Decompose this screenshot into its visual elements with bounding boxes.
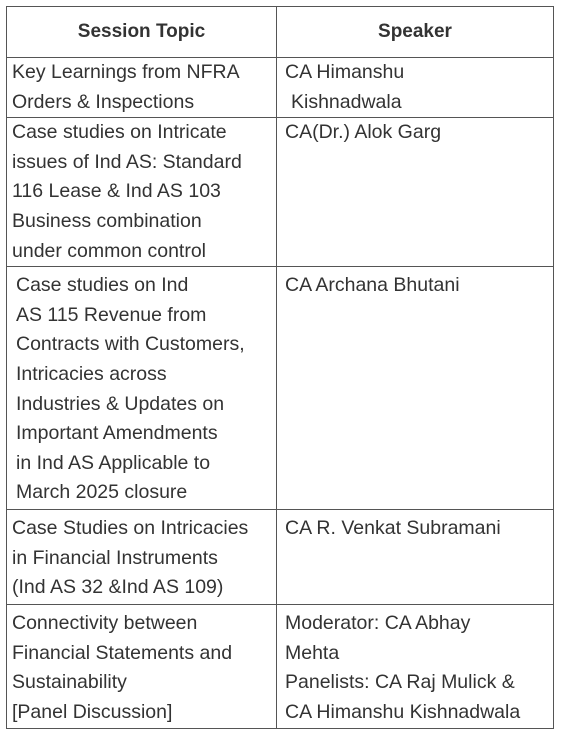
topic-line: Sustainability — [12, 671, 127, 694]
topic-line: Case studies on Intricate — [12, 121, 227, 144]
topic-line: Business combination — [12, 209, 202, 232]
topic-line: Key Learnings from NFRA — [12, 61, 240, 83]
speaker-line: Mehta — [285, 641, 340, 664]
header-speaker: Speaker — [277, 7, 554, 58]
speaker-cell — [277, 510, 554, 605]
topic-line: [Panel Discussion] — [12, 700, 173, 723]
topic-line: Case Studies on Intricacies — [12, 517, 249, 540]
speaker-line: CA(Dr.) Alok Garg — [285, 121, 442, 144]
speaker-line: Panelists: CA Raj Mulick & — [285, 671, 515, 694]
topic-cell — [7, 605, 277, 729]
topic-cell — [7, 58, 277, 118]
topic-line: in Ind AS Applicable to — [16, 451, 211, 474]
topic-line: Orders & Inspections — [12, 90, 195, 113]
topic-cell — [7, 118, 277, 267]
topic-line: Important Amendments — [16, 422, 218, 445]
topic-line: issues of Ind AS: Standard — [12, 150, 242, 173]
topic-line: Financial Statements and — [12, 641, 233, 664]
speaker-cell — [277, 605, 554, 729]
topic-line: (Ind AS 32 &Ind AS 109) — [12, 576, 224, 599]
topic-line: 116 Lease & Ind AS 103 — [12, 180, 221, 203]
speaker-line: Moderator: CA Abhay — [285, 612, 471, 635]
topic-line: Industries & Updates on — [16, 392, 225, 415]
topic-line: Connectivity between — [12, 612, 198, 635]
topic-cell — [7, 267, 277, 510]
topic-line: Case studies on Ind — [16, 274, 189, 297]
speaker-line: CA R. Venkat Subramani — [285, 517, 501, 540]
speaker-line: CA Archana Bhutani — [285, 274, 460, 297]
speaker-line: CA Himanshu — [285, 61, 405, 83]
topic-line: under common control — [12, 239, 207, 262]
topic-cell — [7, 510, 277, 605]
table-row — [7, 267, 554, 510]
table-row — [7, 118, 554, 267]
speaker-line: Kishnadwala — [291, 90, 402, 113]
topic-line: AS 115 Revenue from — [16, 303, 207, 326]
table-row — [7, 510, 554, 605]
speaker-cell — [277, 118, 554, 267]
topic-line: March 2025 closure — [16, 481, 188, 504]
topic-line: in Financial Instruments — [12, 546, 218, 569]
topic-line: Contracts with Customers, — [16, 333, 245, 356]
speaker-cell — [277, 267, 554, 510]
topic-line: Intricacies across — [16, 362, 167, 385]
speaker-line: CA Himanshu Kishnadwala — [285, 700, 521, 723]
table-row — [7, 58, 554, 118]
header-row — [7, 7, 554, 58]
header-session-topic: Session Topic — [7, 7, 277, 58]
session-table — [6, 6, 554, 729]
table-row — [7, 605, 554, 729]
speaker-cell — [277, 58, 554, 118]
